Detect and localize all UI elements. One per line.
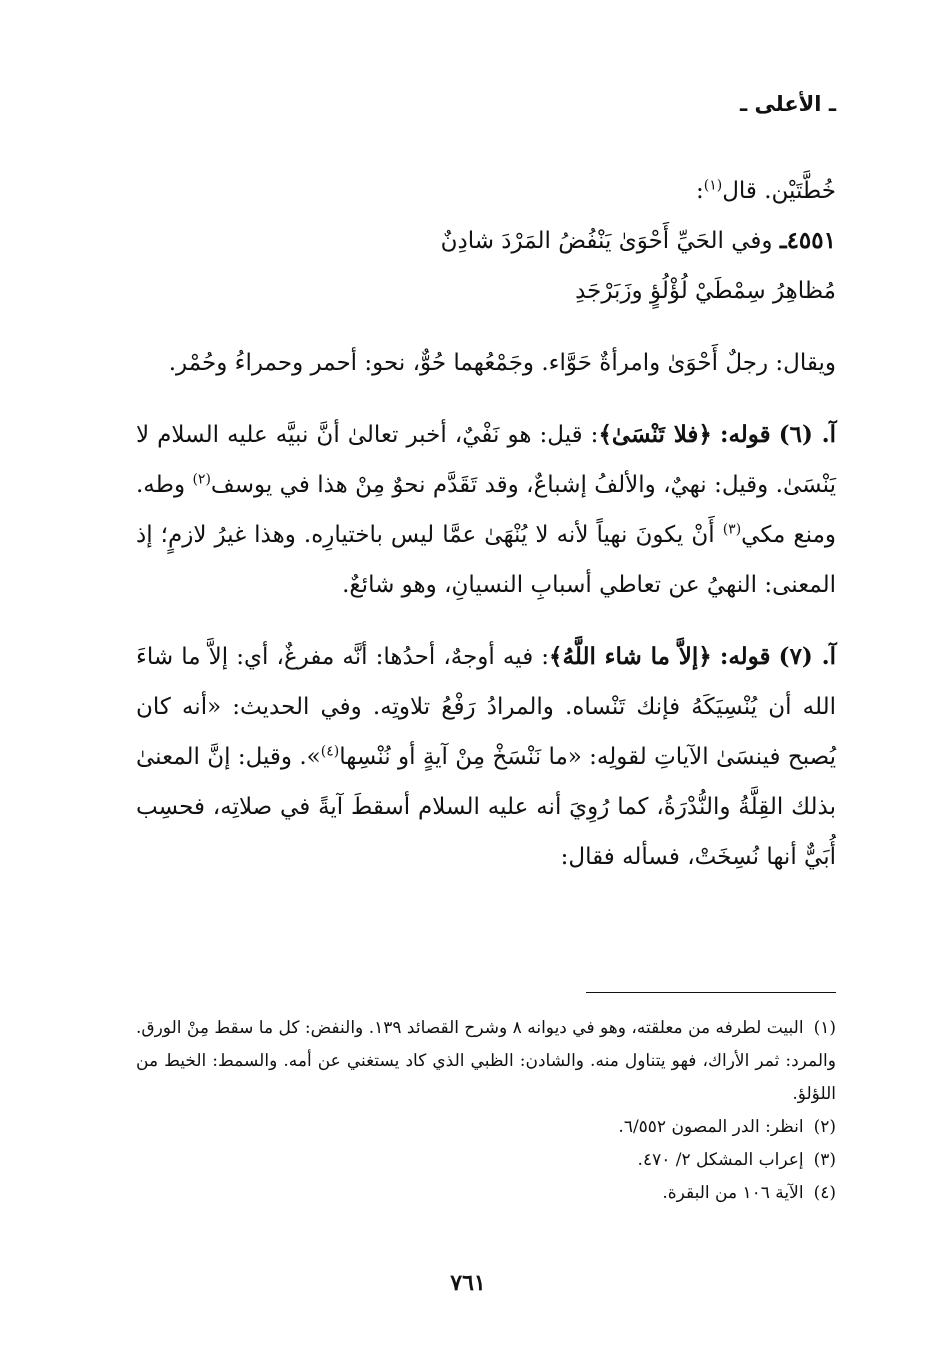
footnotes [136,1012,836,1210]
page-number: ٧٦١ [450,1270,486,1296]
footnote-ref-1[interactable]: (١) [703,177,723,194]
verse-ref-6: آ. (٦) [778,421,837,448]
footnote-number: (٣) [813,1150,836,1170]
running-header: ـ الأعلى ـ [740,92,836,116]
keyword-qawluhu: قوله: [719,421,771,448]
commentary-7b: ». وقيل: إنَّ المعنىٰ بذلك القِلَّةُ والنُّدْرَةُ، كما رُوِيَ أنه عليه السلام أسقطَ آيةً في صلاتِه، فحسِب أُبَيٌّ أنها نُسِخَتْ، فسأله فقال: [136,744,836,870]
footnote-4 [136,1177,836,1210]
footnote-text: انظر: الدر المصون ٦/٥٥٢. [618,1117,804,1137]
verse-ref-7: آ. (٧) [778,643,837,670]
intro-text: خُطَّتَيْن. قال [722,178,836,204]
footnote-text: البيت لطرفه من معلقته، وهو في ديوانه ٨ وشرح القصائد ١٣٩. والنفض: كل ما سقط مِنْ الورق. والمرد: ثمر الأراك، فهو يتناول منه. والشادن: الظبي الذي كاد يستغني عن أمه. والسمط: الخيط من اللؤلؤ. [136,1018,836,1104]
commentary-7a: : فيه أوجهٌ، أحدُها: أنَّه مفرغٌ، أي: إلاَّ ما شاءَ الله أن يُنْسِيَكَهُ فإنك تَنْساه. والمرادُ رَفْعُ تلاوتِه. وفي الحديث: «أنه كان يُصبح فينسَىٰ الآياتِ لقولِه: «ما نَنْسَخْ مِنْ آيةٍ أو نُنْسِها [136,644,837,770]
footnote-number: (٢) [813,1117,836,1137]
footnote-ref-3[interactable]: (٣) [722,521,742,538]
footnote-ref-2[interactable]: (٢) [192,471,211,488]
footnote-divider [586,992,836,993]
footnote-3 [136,1144,836,1177]
footnote-text: إعراب المشكل ٢/ ٤٧٠. [637,1150,804,1170]
footnote-1 [136,1012,836,1111]
paragraph-verse-7 [136,632,836,882]
verse-hemistich-2: مُظاهِرُ سِمْطَيْ لُؤْلُؤٍ وزَبَرْجَدِ [575,278,836,304]
verse-hemistich-1: وفي الحَيِّ أَحْوَىٰ يَنْفُضُ المَرْدَ شادِنٌ [440,228,773,254]
verse-line-2 [136,266,836,316]
footnote-2 [136,1111,836,1144]
footnote-ref-4[interactable]: (٤) [320,743,340,760]
poem-verse [136,216,836,316]
verse-number: ٤٥٥١ـ [779,227,836,254]
commentary-6c: أَنْ يكونَ نهياً لأنه لا يُنْهَىٰ عمَّا ليس باختيارِه. وهذا غيرُ لازمٍ؛ إذ المعنى: النهيُ عن تعاطي أسبابِ النسيانِ، وهو شائعٌ. [136,522,836,598]
intro-colon: : [695,178,704,204]
quran-quote-6: ﴿فلا تَنْسَىٰ﴾ [598,421,712,448]
paragraph-intro [136,166,836,216]
verse-line-1 [136,216,836,266]
commentary-6a: : قيل: هو نَفْيٌ، أخبر تعالىٰ أنَّ نبيَّه عليه السلام لا يَنْسَىٰ. وقيل: نهيٌ، والألفُ إشباعٌ، وقد تَقَدَّم نحوٌ مِنْ هذا في يوسف [136,422,836,498]
paragraph-lexical: ويقال: رجلٌ أَحْوَىٰ وامرأةٌ حَوَّاء. وجَمْعُهما حُوٌّ، نحو: أحمر وحمراءُ وحُمْر. [168,350,836,376]
footnote-text: الآية ١٠٦ من البقرة. [662,1183,804,1203]
quran-quote-7: ﴿إلاَّ ما شاء اللَّهُ﴾ [549,643,712,670]
footnote-number: (١) [813,1018,836,1038]
keyword-qawluhu-2: قوله: [719,643,771,670]
footnote-number: (٤) [813,1183,836,1203]
main-text [136,166,836,882]
paragraph-verse-6 [136,410,836,610]
commentary-6b: وطه. ومنع مكي [136,472,836,548]
